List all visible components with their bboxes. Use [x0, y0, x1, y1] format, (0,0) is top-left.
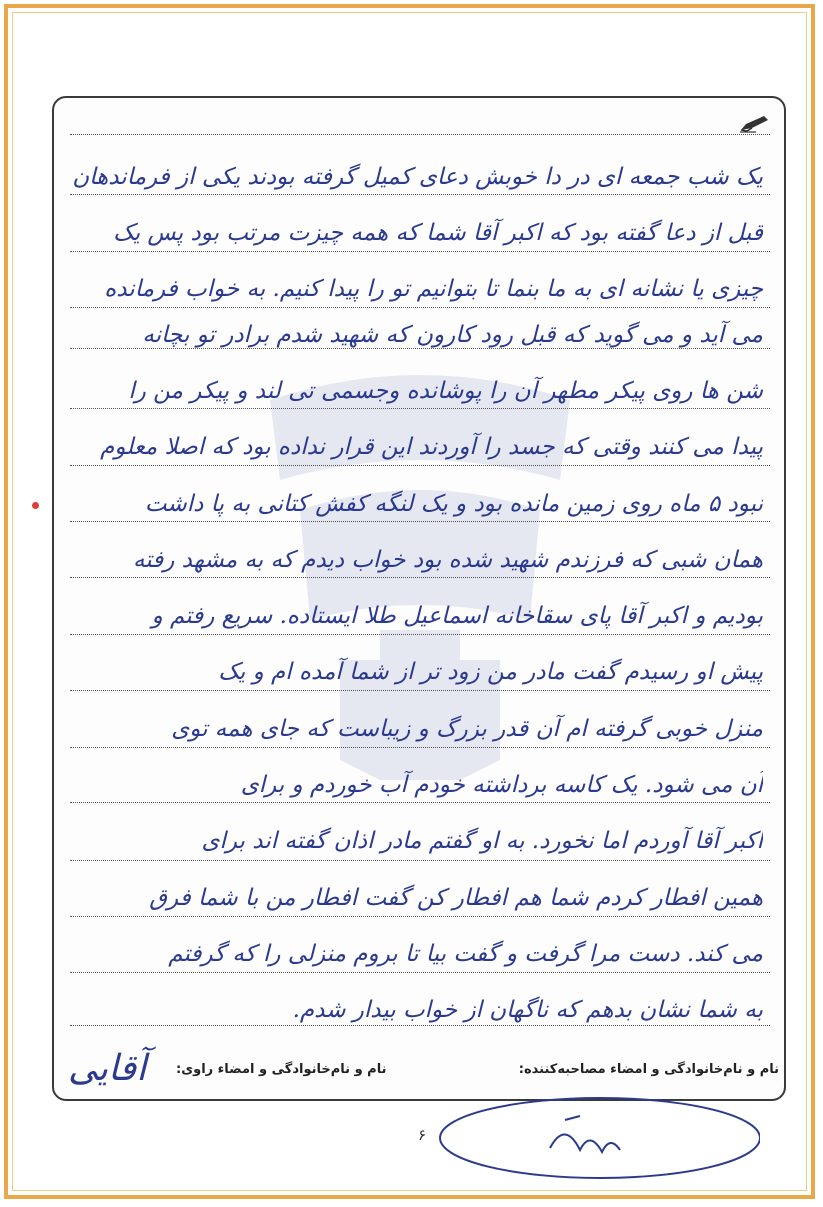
handwritten-line: شن ها روی پیکر مطهر آن را پوشانده وجسمی تی لند و پیکر من را [128, 378, 763, 404]
interviewer-label: نام و نام‌خانوادگی و امضاء مصاحبه‌کننده: [518, 1062, 779, 1077]
ruled-line [70, 972, 770, 973]
handwritten-line: می آید و می گوید که قبل رود کارون که شهید شدم برادر تو بچانه [142, 322, 763, 348]
handwritten-line: پیش او رسیدم گفت مادر من زود تر از شما آمده ام و یک [218, 659, 763, 685]
handwritten-line: نبود ۵ ماه روی زمین مانده بود و یک لنگه کفش کتانی به پا داشت [144, 491, 763, 517]
page-number: ۶ [418, 1126, 427, 1144]
narrator-label: نام و نام‌خانوادگی و امضاء راوی: [176, 1062, 387, 1077]
handwritten-line: بودیم و اکبر آقا پای سقاخانه اسماعیل طلا ایستاده. سریع رفتم و [151, 603, 763, 629]
handwritten-line: منزل خوبی گرفته ام آن قدر بزرگ و زیباست که جای همه توی [171, 716, 763, 742]
ruled-line [70, 465, 770, 466]
pen-icon [738, 112, 772, 134]
ruled-line [70, 251, 770, 252]
ruled-line [70, 134, 770, 135]
handwritten-line: به شما نشان بدهم که ناگهان از خواب بیدار شدم. [292, 997, 763, 1023]
ruled-line [70, 194, 770, 195]
handwritten-line: همان شبی که فرزندم شهید شده بود خواب دیدم که به مشهد رفته [132, 547, 763, 573]
ruled-line [70, 916, 770, 917]
interviewer-signature [430, 1090, 760, 1190]
ruled-line [70, 690, 770, 691]
red-margin-mark [32, 502, 39, 509]
ruled-line [70, 577, 770, 578]
ruled-line [70, 408, 770, 409]
ruled-line [70, 521, 770, 522]
ruled-line [70, 1025, 770, 1026]
handwritten-line: آن می شود. یک کاسه برداشته خودم آب خوردم و برای [240, 772, 763, 798]
handwritten-line: پیدا می کنند وقتی که جسد را آوردند این قرار نداده بود که اصلا معلوم [100, 434, 763, 460]
handwritten-line: اکبر آقا آوردم اما نخورد. به او گفتم مادر اذان گفته اند برای [201, 828, 763, 854]
ruled-line [70, 634, 770, 635]
handwritten-line: چیزی یا نشانه ای به ما بنما تا بتوانیم تو را پیدا کنیم. به خواب فرمانده [104, 276, 763, 302]
ruled-line [70, 307, 770, 308]
handwritten-line: یک شب جمعه ای در دا خوبش دعای کمیل گرفته بودند یکی از فرماندهان [72, 164, 763, 190]
ruled-line [70, 747, 770, 748]
ruled-line [70, 802, 770, 803]
ruled-line [70, 860, 770, 861]
handwritten-line: قبل از دعا گفته بود که اکبر آقا شما که همه چیزت مرتب بود پس یک [113, 220, 763, 246]
narrator-signature: آقایی [68, 1048, 147, 1089]
handwritten-line: می کند. دست مرا گرفت و گفت بیا تا بروم منزلی را که گرفتم [168, 941, 763, 967]
handwritten-line: همین افطار کردم شما هم افطار کن گفت افطار من با شما فرق [149, 885, 763, 911]
